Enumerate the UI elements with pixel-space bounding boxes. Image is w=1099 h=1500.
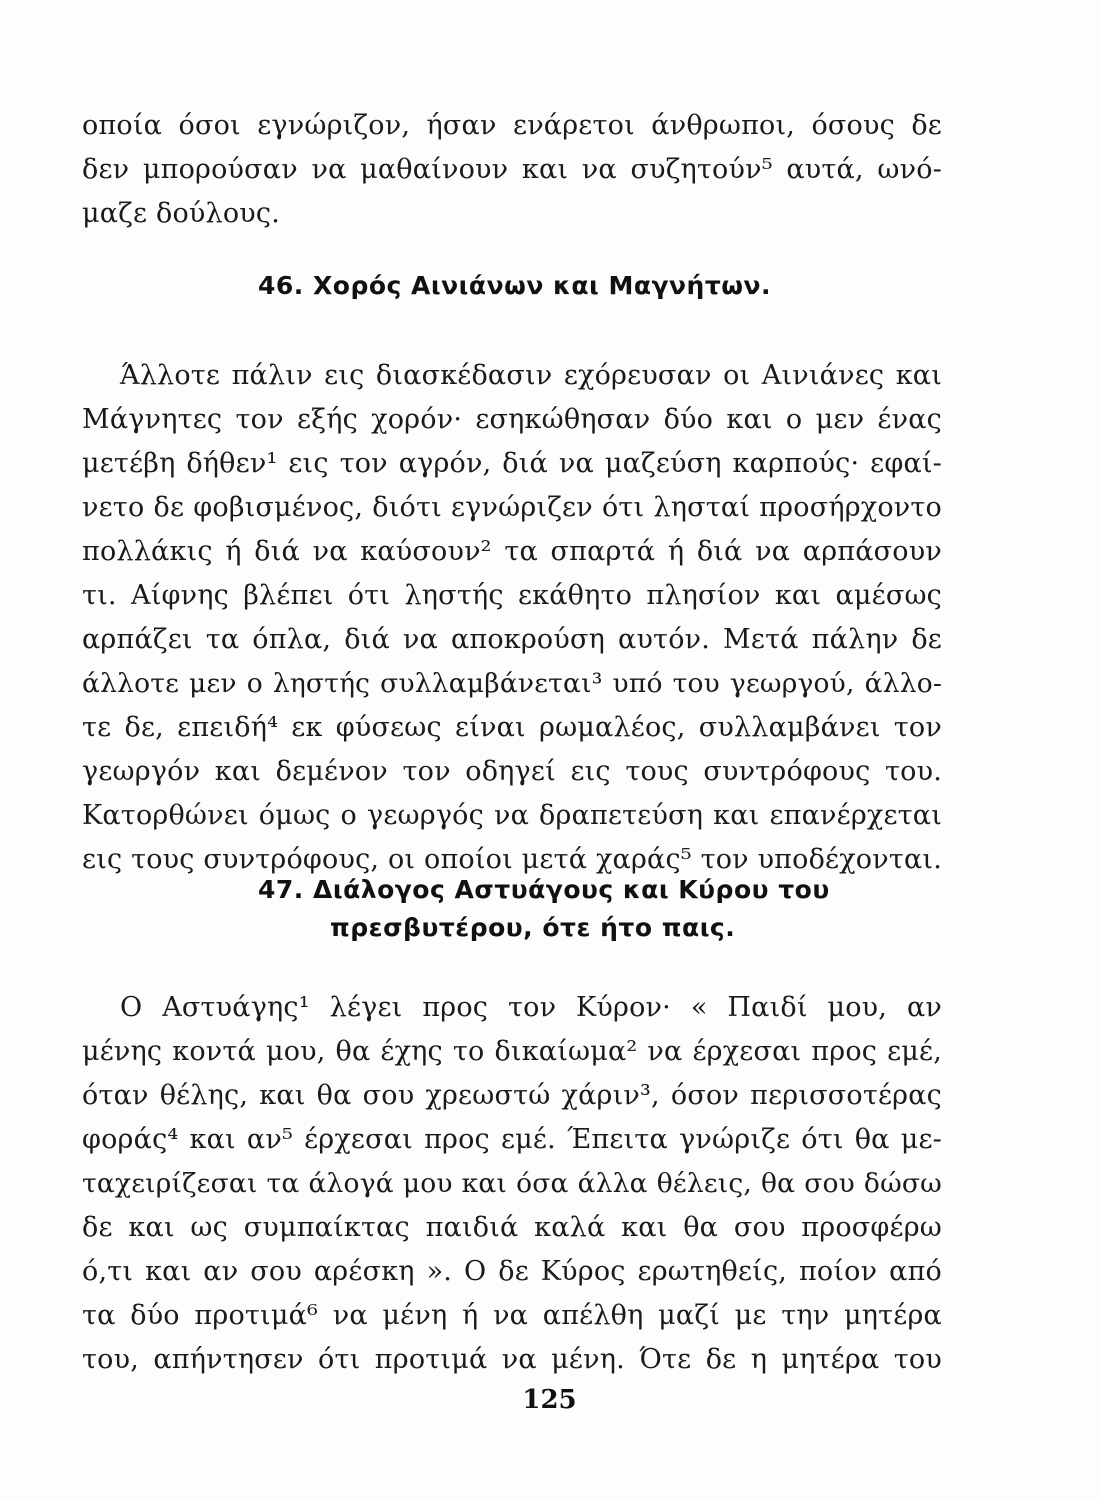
intro-line-3: μαζε δούλους. xyxy=(82,198,280,229)
intro-line-2: δεν μπορούσαν να μαθαίνουν και να συζητούν⁵ αυτά, ωνό- xyxy=(82,154,942,185)
section-46-line-2: Μάγνητες τον εξής χορόν· εσηκώθησαν δύο και ο μεν ένας xyxy=(82,404,942,435)
section-47-line-4: φοράς⁴ και αν⁵ έρχεσαι προς εμέ. Έπειτα γνώριζε ότι θα με- xyxy=(82,1124,942,1155)
section-46-heading: 46. Χορός Αινιάνων και Μαγνήτων. xyxy=(258,271,772,300)
section-47-line-6: δε και ως συμπαίκτας παιδιά καλά και θα σου προσφέρω xyxy=(82,1212,942,1243)
section-46-line-1: Άλλοτε πάλιν εις διασκέδασιν εχόρευσαν οι Αινιάνες και xyxy=(120,360,942,391)
section-47-line-3: όταν θέλης, και θα σου χρεωστώ χάριν³, όσον περισσοτέρας xyxy=(82,1080,942,1111)
section-46-line-4: νετο δε φοβισμένος, διότι εγνώριζεν ότι λησταί προσήρχοντο xyxy=(82,492,942,523)
section-47-line-8: τα δύο προτιμά⁶ να μένη ή να απέλθη μαζί με την μητέρα xyxy=(82,1300,942,1331)
section-46-line-12: εις τους συντρόφους, οι οποίοι μετά χαράς⁵ τον υποδέχονται. xyxy=(82,844,942,875)
section-47-line-9: του, απήντησεν ότι προτιμά να μένη. Ότε δε η μητέρα του xyxy=(82,1344,942,1375)
section-47-line-1: Ο Αστυάγης¹ λέγει προς τον Κύρον· « Παιδί μου, αν xyxy=(120,992,942,1023)
section-46-line-9: τε δε, επειδή⁴ εκ φύσεως είναι ρωμαλέος, συλλαμβάνει τον xyxy=(82,712,942,743)
intro-line-1: οποία όσοι εγνώριζον, ήσαν ενάρετοι άνθρωποι, όσους δε xyxy=(82,110,942,141)
section-46-line-3: μετέβη δήθεν¹ εις τον αγρόν, διά να μαζεύση καρπούς· εφαί- xyxy=(82,448,942,479)
section-47-heading-line-2: πρεσβυτέρου, ότε ήτο παις. xyxy=(330,913,736,942)
page-number: 125 xyxy=(522,1385,577,1415)
section-47-line-7: ό,τι και αν σου αρέσκη ». Ο δε Κύρος ερωτηθείς, ποίον από xyxy=(82,1256,942,1287)
section-46-line-10: γεωργόν και δεμένον τον οδηγεί εις τους συντρόφους του. xyxy=(82,756,942,787)
section-47-line-2: μένης κοντά μου, θα έχης το δικαίωμα² να έρχεσαι προς εμέ, xyxy=(82,1036,942,1067)
section-46-line-6: τι. Αίφνης βλέπει ότι ληστής εκάθητο πλησίον και αμέσως xyxy=(82,580,942,611)
section-47-heading-line-1: 47. Διάλογος Αστυάγους και Κύρου του xyxy=(258,875,830,904)
section-46-line-8: άλλοτε μεν ο ληστής συλλαμβάνεται³ υπό του γεωργού, άλλο- xyxy=(82,668,942,699)
section-47-line-5: ταχειρίζεσαι τα άλογά μου και όσα άλλα θέλεις, θα σου δώσω xyxy=(82,1168,942,1199)
section-46-line-5: πολλάκις ή διά να καύσουν² τα σπαρτά ή διά να αρπάσουν xyxy=(82,536,942,567)
section-46-line-7: αρπάζει τα όπλα, διά να αποκρούση αυτόν. Μετά πάλην δε xyxy=(82,624,942,655)
section-46-line-11: Κατορθώνει όμως ο γεωργός να δραπετεύση και επανέρχεται xyxy=(82,800,942,831)
